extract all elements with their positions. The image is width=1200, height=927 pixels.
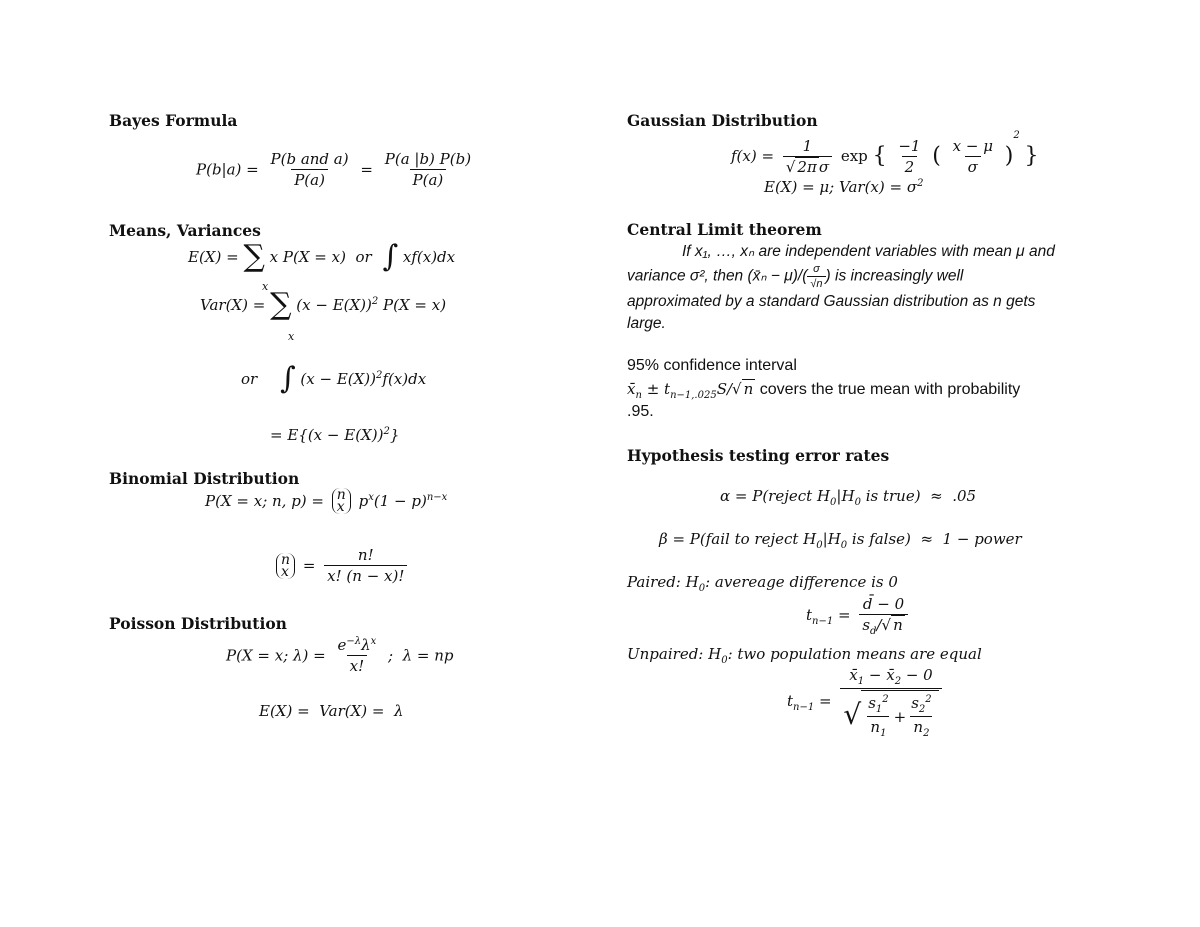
clt-line-4: large. [627,315,666,332]
ci-line-1: $x̄_n \pm t_{n-1,.025}S/√$ n covers the true mean with probability [627,380,1021,401]
unpaired-t-formula: $t_{n-1}$ = $x̄_1$ − $x̄_2 - 0$ √ $\frac{s_1^2}{n_1}$ + $\frac{s_2^2}{n_2}$ [787,666,946,739]
poisson-moments-formula: E(X) = Var(X) = λ [259,702,404,720]
bayes-heading: Bayes Formula [109,111,238,130]
ci-line-2: .95. [627,403,654,420]
alpha-formula: α = P(reject $H_0|H_0$ is true) ≈ .05 [720,487,977,508]
clt-line-1: If x₁, …, xₙ are independent variables with mean μ and [682,243,1055,260]
poisson-heading: Poisson Distribution [109,614,287,633]
means-variances-heading: Means, Variances [109,221,261,240]
binomial-coefficient-formula: n x = $\frac{n!}{x! (n - x)!}$ [273,546,411,585]
variance-integral-formula: or ∫ $(x - E(X))^2f(x)dx$ [241,361,427,396]
gaussian-heading: Gaussian Distribution [627,111,818,130]
hypothesis-heading: Hypothesis testing error rates [627,446,890,465]
ci-heading: 95% confidence interval [627,357,797,374]
binomial-pmf-formula: P(X = x; n, p) = n x $p^x(1 - p)^{n-x}$ [205,487,448,515]
clt-line-2: variance σ², then (x̄ₙ − μ)/( $\frac{\sigma}{√n}$ ) is increasingly well [627,263,964,290]
unpaired-label: Unpaired: $H_0$: two population means are equal [627,645,982,666]
variance-expectation-formula: = $E\{(x - E(X))^2\}$ [270,426,400,444]
gaussian-moments-formula: E(X) = μ; $Var(x) = \sigma^2$ [764,178,924,196]
bayes-formula: P(b|a) = $\frac{\text{P(b and a)}}{P(a)}$ = $\frac{P(a |b) P(b)}{P(a)}$ [196,150,472,189]
paired-t-formula: $t_{n-1}$ = $\frac{d̄ - 0}{s_d/√ n}$ [806,595,912,637]
variance-formula: Var(X) = ∑ $(x - E(X))^2$ P(X = x) x [200,287,447,343]
clt-line-3: approximated by a standard Gaussian distribution as n gets [627,293,1036,310]
binomial-heading: Binomial Distribution [109,469,300,488]
expectation-formula: E(X) = ∑ x P(X = x) or ∫ xf(x)dx x [188,239,456,293]
gaussian-pdf-formula: f(x) = $\frac{1}{\text{√ 2π σ}}$ exp { $\frac{-1}{2}$ ( $\frac{x - \mu}{\sigma}$ )$^2$ } [731,130,1039,176]
paired-label: Paired: $H_0$: avereage difference is 0 [627,573,898,594]
clt-heading: Central Limit theorem [627,220,822,239]
beta-formula: β = P(fail to reject $H_0|H_0$ is false) ≈ 1 − power [659,530,1022,551]
poisson-pmf-formula: P(X = x; λ) = $\frac{e^{-\lambda}\lambda^x}{x!}$ ; λ = np [226,636,454,675]
